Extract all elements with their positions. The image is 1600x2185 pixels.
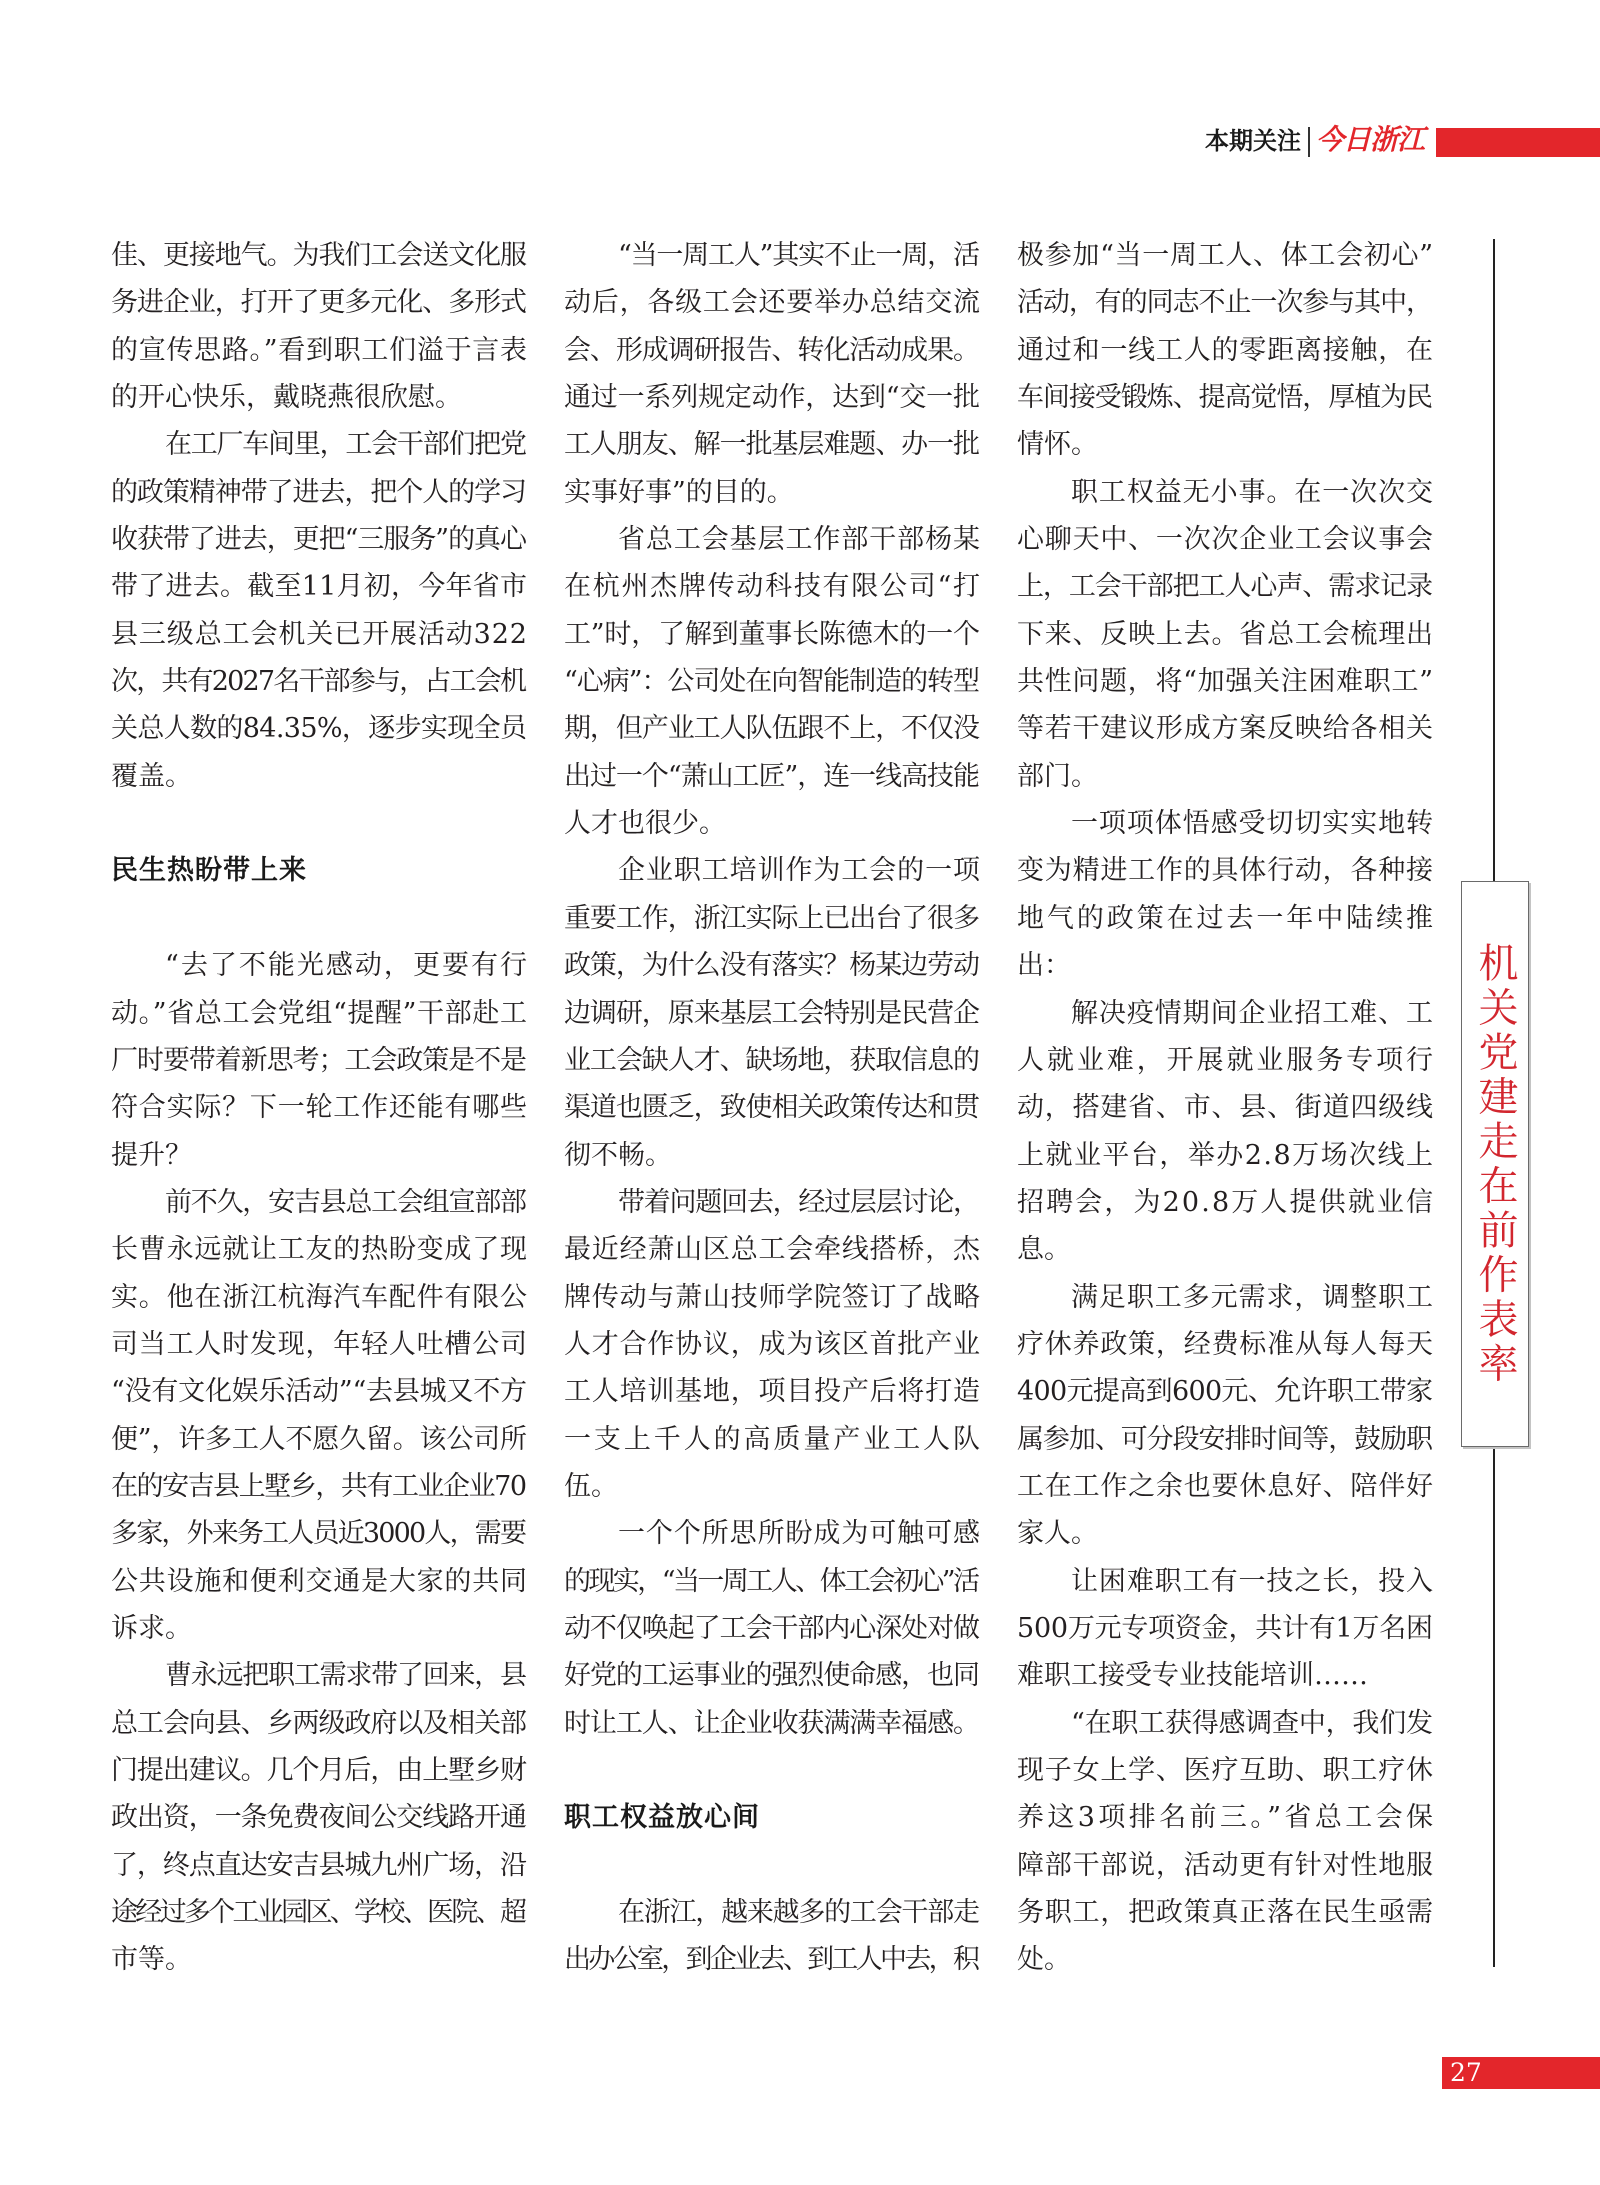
- text-line-content: 一支上千人的高质量产业工人队: [564, 1423, 983, 1455]
- text-line: [1017, 421, 1433, 468]
- text-line: [111, 1084, 527, 1131]
- text-line-content: 情怀。: [1017, 429, 1098, 461]
- text-line-content: 覆盖。: [111, 760, 192, 792]
- text-line-content: 在浙江，越来越多的工会干部走: [618, 1897, 979, 1929]
- text-line: [1017, 611, 1433, 658]
- text-line: [1017, 469, 1433, 516]
- text-line: [1017, 705, 1433, 752]
- paragraph: [1017, 800, 1436, 989]
- text-line: [111, 1936, 527, 1983]
- text-line: [564, 895, 980, 942]
- text-line-content: 长曹永远就让工友的热盼变成了现: [111, 1234, 528, 1266]
- text-line-content: 总工会向县、乡两级政府以及相关部: [111, 1707, 526, 1739]
- page-number: 27: [1450, 2058, 1482, 2087]
- text-line: [111, 279, 527, 326]
- text-line: [111, 990, 527, 1037]
- text-line-content: 厂时要带着新思考；工会政策是不是: [111, 1044, 526, 1076]
- text-line-content: “当一周工人”其实不止一周，活: [618, 240, 979, 271]
- text-line: [1017, 374, 1433, 421]
- text-line: [111, 1321, 527, 1368]
- text-line: [1017, 1321, 1433, 1368]
- text-line: [1017, 895, 1436, 942]
- text-line: [564, 1463, 980, 1510]
- text-line-content: 时让工人、让企业收获满满幸福感。: [564, 1707, 979, 1739]
- text-line-content: 上，工会干部把工人心声、需求记录: [1017, 571, 1432, 603]
- section-label: 本期关注: [1205, 127, 1301, 155]
- text-line-content: 属参加、可分段安排时间等，鼓励职: [1017, 1423, 1432, 1455]
- text-line-content: 人才合作协议，成为该区首批产业: [564, 1328, 981, 1360]
- paragraph: [1017, 232, 1433, 469]
- text-line-content: 动。”省总工会党组“提醒”干部赴工: [111, 997, 528, 1029]
- text-line-content: 司当工人时发现，年轻人吐槽公司: [111, 1328, 528, 1360]
- text-line: [1017, 1794, 1437, 1841]
- text-line-content: 诉求。: [111, 1612, 192, 1644]
- text-line: [1017, 1510, 1433, 1557]
- text-line-content: 等若干建议形成方案反映给各相关: [1017, 713, 1434, 745]
- text-line: [111, 1794, 527, 1841]
- text-line-content: 省总工会基层工作部干部杨某: [618, 524, 981, 556]
- text-line: [111, 516, 527, 563]
- text-line: [564, 516, 980, 563]
- paragraph: [1017, 990, 1436, 1274]
- text-line-content: 动不仅唤起了工会干部内心深处对做: [564, 1612, 979, 1644]
- text-line-content: 共性问题，将“加强关注困难职工”: [1017, 666, 1434, 698]
- text-line: [111, 611, 527, 658]
- text-line-content: 人就业难，开展就业服务专项行: [1017, 1044, 1436, 1076]
- text-line-content: “去了不能光感动，更要有行: [165, 950, 530, 982]
- text-line-content: 难职工接受专业技能培训……: [1017, 1660, 1368, 1692]
- text-line-content: 疗休养政策，经费标准从每人每天: [1017, 1328, 1434, 1360]
- text-line-content: 的开心快乐，戴晓燕很欣慰。: [111, 382, 462, 414]
- text-line: [1017, 327, 1433, 374]
- text-line: [111, 327, 527, 374]
- text-line: [1017, 1558, 1433, 1605]
- text-line-content: 关总人数的84.35%，逐步实现全员: [111, 713, 527, 745]
- text-line: [1017, 1842, 1433, 1889]
- text-line-content: 在的安吉县上墅乡，共有工业企业70: [111, 1470, 526, 1502]
- text-line-content: 变为精进工作的具体行动，各种接: [1017, 855, 1434, 887]
- text-line: [111, 1510, 527, 1557]
- text-line-content: 通过和一线工人的零距离接触，在: [1017, 334, 1434, 366]
- text-line-content: 企业职工培训作为工会的一项: [618, 855, 981, 887]
- text-line-content: 400元提高到600元、允许职工带家: [1017, 1376, 1433, 1408]
- text-column-left: [111, 232, 530, 1984]
- text-line: [111, 1652, 527, 1699]
- text-line: [111, 1605, 527, 1652]
- text-line-content: 500万元专项资金，共计有1万名困: [1017, 1612, 1433, 1644]
- text-line-content: 佳、更接地气。为我们工会送文化服: [111, 240, 526, 271]
- text-line: [564, 1510, 980, 1557]
- text-line-content: 政策，为什么没有落实？杨某边劳动: [564, 950, 979, 982]
- text-line: [564, 800, 980, 847]
- text-line-content: 家人。: [1017, 1518, 1098, 1550]
- text-line: [564, 1558, 980, 1605]
- text-line: [1017, 1368, 1433, 1415]
- text-line: [564, 1652, 980, 1699]
- text-line-content: 带着问题回去，经过层层讨论，: [618, 1186, 979, 1218]
- text-line: [111, 469, 527, 516]
- text-line: [564, 658, 980, 705]
- text-line-content: 工在工作之余也要休息好、陪伴好: [1017, 1470, 1434, 1502]
- text-line: [564, 1416, 983, 1463]
- text-line-content: 活动，有的同志不止一次参与其中，: [1017, 287, 1432, 319]
- paragraph: [564, 232, 980, 516]
- text-line-content: 好党的工运事业的强烈使命感，也同: [564, 1660, 979, 1692]
- text-line-content: 实。他在浙江杭海汽车配件有限公: [111, 1281, 528, 1313]
- text-line: [564, 1274, 980, 1321]
- text-line-content: 收获带了进去，更把“三服务”的真心: [111, 524, 526, 556]
- text-line-content: 便”，许多工人不愿久留。该公司所: [111, 1423, 527, 1455]
- text-line: [1017, 1747, 1433, 1794]
- text-line: [111, 1747, 527, 1794]
- text-line: [111, 563, 527, 610]
- paragraph: [111, 421, 527, 800]
- text-line-content: 实事好事”的目的。: [564, 476, 794, 508]
- text-line: [111, 658, 527, 705]
- paragraph: [564, 1179, 983, 1510]
- text-column-middle: [564, 232, 983, 1984]
- text-line-content: 下来、反映上去。省总工会梳理出: [1017, 618, 1434, 650]
- text-line: [1017, 1179, 1436, 1226]
- text-line: [111, 1226, 527, 1273]
- text-line-content: 务进企业，打开了更多元化、多形式: [111, 287, 526, 319]
- paragraph: [1017, 1274, 1433, 1558]
- text-line-content: 了，终点直达安吉县城九州广场，沿: [111, 1849, 526, 1881]
- text-line: [564, 847, 980, 894]
- text-line-content: 上就业平台，举办2.8万场次线上: [1017, 1139, 1435, 1171]
- text-line: [111, 753, 527, 800]
- text-line: [1017, 1226, 1433, 1273]
- text-line: [564, 1700, 980, 1747]
- text-line-content: 会、形成调研报告、转化活动成果。: [564, 334, 979, 366]
- side-title: 机关党建走在前作表率: [1472, 941, 1518, 1387]
- text-line-content: “在职工获得感调查中，我们发: [1071, 1707, 1433, 1739]
- text-line: [111, 1132, 527, 1179]
- text-line-content: 工人培训基地，项目投产后将打造: [564, 1376, 981, 1408]
- text-line: [111, 1037, 527, 1084]
- page-number-bar: [1442, 2057, 1600, 2089]
- text-line-content: 期，但产业工人队伍跟不上，不仅没: [564, 713, 979, 745]
- text-line: [564, 563, 980, 610]
- text-line: [564, 1936, 980, 1983]
- paragraph: [1017, 1700, 1437, 1984]
- text-line: [1017, 658, 1433, 705]
- text-line: [1017, 279, 1433, 326]
- text-line: [564, 1368, 980, 1415]
- text-line: [1017, 1463, 1433, 1510]
- text-line-content: 多家，外来务工人员近3000人，需要: [111, 1518, 526, 1550]
- text-line-content: 解决疫情期间企业招工难、工: [1071, 997, 1434, 1029]
- text-line: [564, 1605, 980, 1652]
- text-line: [111, 374, 527, 421]
- text-line-content: 最近经萧山区总工会牵线搭桥，杰: [564, 1234, 981, 1266]
- text-line-content: 职工权益无小事。在一次次交: [1071, 476, 1434, 508]
- text-line: [564, 1179, 980, 1226]
- text-line: [111, 705, 527, 752]
- text-line: [564, 421, 980, 468]
- text-line-content: 市等。: [111, 1944, 192, 1976]
- text-line-content: 业工会缺人才、缺场地，获取信息的: [564, 1044, 979, 1076]
- side-title-box: [1461, 881, 1529, 1447]
- text-line: [111, 942, 530, 989]
- paragraph: [111, 1179, 527, 1652]
- text-line-content: 工”时，了解到董事长陈德木的一个: [564, 618, 980, 650]
- text-line: [111, 1179, 527, 1226]
- text-line: [111, 232, 527, 279]
- text-line-content: 曹永远把职工需求带了回来，县: [165, 1660, 526, 1692]
- text-line: [564, 469, 980, 516]
- text-line-content: 动后，各级工会还要举办总结交流: [564, 287, 981, 319]
- text-line: [564, 942, 980, 989]
- text-line-content: 出办公室，到企业去、到工人中去，积: [564, 1944, 978, 1976]
- text-line-content: 务职工，把政策真正落在民生亟需: [1017, 1897, 1434, 1929]
- text-line: [1017, 1416, 1433, 1463]
- text-line-content: 养这3项排名前三。”省总工会保: [1017, 1802, 1437, 1834]
- text-line-content: 的宣传思路。”看到职工们溢于言表: [111, 334, 528, 366]
- text-line-content: 在工厂车间里，工会干部们把党: [165, 429, 526, 461]
- text-line-content: 前不久，安吉县总工会组宣部部: [165, 1186, 526, 1218]
- paragraph: [564, 1889, 980, 1984]
- text-line: [111, 1368, 527, 1415]
- text-line-content: 让困难职工有一技之长，投入: [1071, 1565, 1434, 1597]
- text-line-content: 的政策精神带了进去，把个人的学习: [111, 476, 526, 508]
- text-line-content: 县三级总工会机关已开展活动322: [111, 618, 528, 650]
- text-line: [564, 1321, 980, 1368]
- text-line: [1017, 800, 1433, 847]
- text-line-content: 重要工作，浙江实际上已出台了很多: [564, 902, 979, 934]
- text-line: [1017, 1274, 1433, 1321]
- paragraph: [564, 1510, 980, 1747]
- text-line: [564, 705, 980, 752]
- text-line: [564, 1226, 980, 1273]
- text-line-content: 障部干部说，活动更有针对性地服: [1017, 1849, 1434, 1881]
- text-line-content: 符合实际？下一轮工作还能有哪些: [111, 1092, 528, 1124]
- text-line: [1017, 1700, 1433, 1747]
- paragraph: [111, 942, 530, 1179]
- text-line-content: 途经过多个工业园区、学校、医院、超: [111, 1897, 525, 1929]
- header-divider: [1308, 127, 1310, 157]
- text-line-content: 息。: [1017, 1234, 1071, 1266]
- text-line-content: 通过一系列规定动作，达到“交一批: [564, 382, 980, 414]
- text-line-content: 边调研，原来基层工会特别是民营企: [564, 997, 979, 1029]
- text-line: [1017, 1605, 1433, 1652]
- text-line: [564, 990, 980, 1037]
- text-line: [564, 327, 980, 374]
- text-line-content: 招聘会，为20.8万人提供就业信: [1017, 1186, 1436, 1218]
- text-line: [1017, 847, 1433, 894]
- paragraph: [1017, 469, 1433, 800]
- text-line: [111, 1416, 527, 1463]
- header-red-bar: [1436, 128, 1600, 157]
- text-line-content: 出：: [1017, 950, 1071, 982]
- section-heading: 职工权益放心间: [564, 1802, 760, 1834]
- text-line-content: “心病”：公司处在向智能制造的转型: [564, 666, 979, 698]
- text-line-content: 门提出建议。几个月后，由上墅乡财: [111, 1755, 526, 1786]
- text-line: [564, 374, 980, 421]
- text-line: [1017, 942, 1433, 989]
- text-line-content: 人才也很少。: [564, 808, 726, 840]
- text-line: [1017, 990, 1433, 1037]
- text-line: [564, 1132, 980, 1179]
- text-line: [1017, 516, 1433, 563]
- text-line: [564, 753, 980, 800]
- section-heading: 民生热盼带上来: [111, 855, 307, 887]
- text-line: [564, 1889, 980, 1936]
- text-line-content: 出过一个“萧山工匠”，连一线高技能: [564, 760, 979, 792]
- text-line-content: 心聊天中、一次次企业工会议事会: [1017, 524, 1434, 556]
- paragraph: [564, 516, 980, 847]
- text-line-content: 部门。: [1017, 760, 1098, 792]
- text-line: [564, 1037, 980, 1084]
- text-line-content: 车间接受锻炼、提高觉悟，厚植为民: [1017, 382, 1432, 414]
- text-line: [1017, 563, 1433, 610]
- text-line: [111, 1700, 527, 1747]
- text-line-content: 工人朋友、解一批基层难题、办一批: [564, 429, 979, 461]
- text-line-content: 在杭州杰牌传动科技有限公司“打: [564, 571, 982, 603]
- text-column-right: [1017, 232, 1437, 1984]
- text-line: [1017, 1037, 1436, 1084]
- magazine-logo: 今日浙江: [1316, 123, 1425, 156]
- text-line-content: 提升？: [111, 1139, 192, 1171]
- text-line-content: 伍。: [564, 1470, 618, 1502]
- text-line: [1017, 1652, 1433, 1699]
- paragraph: [111, 1652, 527, 1983]
- text-line: [564, 232, 980, 279]
- text-line: [111, 421, 527, 468]
- text-line: [1017, 1084, 1433, 1131]
- text-line-content: 极参加“当一周工人、体工会初心”: [1017, 240, 1434, 271]
- text-line-content: 一个个所思所盼成为可触可感: [618, 1518, 981, 1550]
- text-line: [1017, 1132, 1433, 1179]
- text-line-content: 处。: [1017, 1944, 1071, 1976]
- paragraph: [1017, 1558, 1433, 1700]
- text-line-content: 牌传动与萧山技师学院签订了战略: [564, 1281, 981, 1313]
- text-line-content: 政出资，一条免费夜间公交线路开通: [111, 1802, 526, 1834]
- text-line-content: 彻不畅。: [564, 1139, 672, 1171]
- text-line: [1017, 753, 1433, 800]
- text-line: [1017, 1936, 1433, 1983]
- text-line: [111, 1558, 527, 1605]
- text-line-content: 一项项体悟感受切切实实地转: [1071, 808, 1434, 840]
- text-line: [564, 279, 980, 326]
- text-line-content: 动，搭建省、市、县、街道四级线: [1017, 1092, 1434, 1124]
- text-line-content: 地气的政策在过去一年中陆续推: [1017, 902, 1436, 934]
- text-line-content: 公共设施和便利交通是大家的共同: [111, 1565, 528, 1597]
- text-line-content: 满足职工多元需求，调整职工: [1071, 1281, 1434, 1313]
- text-line-content: 次，共有2027名干部参与，占工会机: [111, 666, 526, 698]
- text-line: [1017, 232, 1433, 279]
- text-line: [111, 1274, 527, 1321]
- text-line: [111, 1889, 527, 1936]
- text-line-content: 的现实，“当一周工人、体工会初心”活: [564, 1565, 978, 1597]
- text-line: [564, 1084, 980, 1131]
- text-line-content: 现子女上学、医疗互助、职工疗休: [1017, 1755, 1434, 1786]
- text-line: [111, 1842, 527, 1889]
- text-line-content: “没有文化娱乐活动”“去县城又不方: [111, 1376, 527, 1408]
- text-line: [564, 611, 980, 658]
- text-line-content: 带了进去。截至11月初，今年省市: [111, 571, 528, 603]
- paragraph: [564, 847, 980, 1178]
- text-line: [111, 1463, 527, 1510]
- text-line: [1017, 1889, 1433, 1936]
- text-line-content: 渠道也匮乏，致使相关政策传达和贯: [564, 1092, 979, 1124]
- paragraph: [111, 232, 527, 421]
